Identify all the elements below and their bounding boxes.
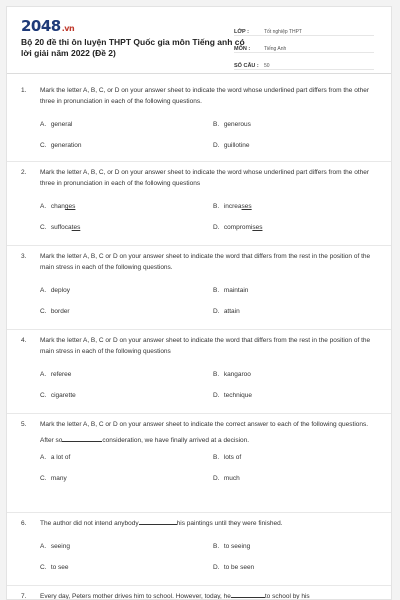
question-6: 6. The author did not intend anybody his paintings until they were finished. A. seeing B. to seeing C. to see D. to be seen: [21, 518, 379, 569]
divider: [7, 329, 391, 330]
meta-row-class: LỚP : Tốt nghiệp THPT: [234, 19, 374, 36]
option-c[interactable]: C. suffocates: [40, 224, 81, 231]
option-a[interactable]: A. changes: [40, 203, 76, 210]
option-c[interactable]: C. border: [40, 308, 70, 315]
option-a[interactable]: A. seeing: [40, 543, 70, 550]
divider: [7, 585, 391, 586]
question-sentence: After so consideration, we have finally arrived at a decision.: [40, 437, 250, 444]
option-b[interactable]: B. generous: [213, 121, 251, 128]
exam-page: [6, 6, 392, 600]
option-d[interactable]: D. compromises: [213, 224, 263, 231]
option-b[interactable]: B. maintain: [213, 287, 249, 294]
option-d[interactable]: D. to be seen: [213, 564, 255, 571]
question-text: The author did not intend anybody his paintings until they were finished.: [40, 520, 283, 527]
option-a[interactable]: A. deploy: [40, 287, 70, 294]
question-text: Mark the letter A, B, C or D on your answer sheet to indicate the word that differs from the rest in the position of the main stress in each of the following questions.: [40, 253, 371, 271]
question-text: Every day, Peters mother drives him to school. However, today, he to school by his: [40, 593, 310, 600]
option-b[interactable]: B. increases: [213, 203, 252, 210]
option-a[interactable]: A. referee: [40, 371, 72, 378]
question-text: Mark the letter A, B, C or D on your answer sheet to indicate the word that differs from the rest in the position of the main stress in each of the following questions: [40, 337, 371, 355]
meta-row-subject: MÔN : Tiếng Anh: [234, 36, 374, 53]
question-4: 4. Mark the letter A, B, C or D on your answer sheet to indicate the word that differs from the rest in the position of the main stress in each of the following questions A. referee B. kangaroo C. cigarette D. technique: [21, 335, 379, 397]
exam-title: Bộ 20 đề thi ôn luyện THPT Quốc gia môn Tiếng anh có lời giải năm 2022 (Đề 2): [21, 37, 245, 58]
option-c[interactable]: C. generation: [40, 142, 82, 149]
option-a[interactable]: A. general: [40, 121, 73, 128]
exam-meta: [234, 19, 374, 70]
option-d[interactable]: D. attain: [213, 308, 240, 315]
question-5: 5. Mark the letter A, B, C or D on your answer sheet to indicate the correct answer to each of the following questions. After so consideration, we have finally arrived at a decision. A. a lot of B. lots of C. many D. much: [21, 419, 379, 480]
question-7: 7. Every day, Peters mother drives him to school. However, today, he to school by his: [21, 591, 379, 600]
option-d[interactable]: D. technique: [213, 392, 253, 399]
option-c[interactable]: C. to see: [40, 564, 69, 571]
page-header: [7, 7, 391, 74]
option-a[interactable]: A. a lot of: [40, 454, 71, 461]
option-d[interactable]: D. much: [213, 475, 240, 482]
question-text: Mark the letter A, B, C, or D on your answer sheet to indicate the word whose underlined part differs from the other three in pronunciation in each of the following questions: [40, 169, 370, 187]
options: [40, 189, 379, 229]
question-1: 1. Mark the letter A, B, C, or D on your answer sheet to indicate the word whose underlined part differs from the other three in pronunciation in each of the following questions. A. general B. generous C. generation D. guillotine: [21, 85, 379, 147]
options: [40, 107, 379, 147]
options: [40, 440, 379, 480]
option-c[interactable]: C. many: [40, 475, 67, 482]
site-logo[interactable]: 2048.vn: [21, 17, 75, 35]
question-text: Mark the letter A, B, C, or D on your answer sheet to indicate the word whose underlined part differs from the other three in pronunciation in each of the following questions.: [40, 87, 370, 105]
divider: [7, 413, 391, 414]
divider: [7, 245, 391, 246]
divider: [7, 161, 391, 162]
option-c[interactable]: C. cigarette: [40, 392, 76, 399]
option-d[interactable]: D. guillotine: [213, 142, 250, 149]
question-3: 3. Mark the letter A, B, C or D on your answer sheet to indicate the word that differs from the rest in the position of the main stress in each of the following questions. A. deploy B. maintain C. border D. attain: [21, 251, 379, 313]
answer-blank: [231, 591, 265, 598]
question-text: Mark the letter A, B, C or D on your answer sheet to indicate the correct answer to each of the following questions.: [40, 421, 369, 428]
divider: [7, 512, 391, 513]
meta-row-question-count: SỐ CÂU : 50: [234, 53, 374, 70]
option-b[interactable]: B. kangaroo: [213, 371, 251, 378]
options: [40, 529, 379, 569]
question-2: 2. Mark the letter A, B, C, or D on your answer sheet to indicate the word whose underlined part differs from the other three in pronunciation in each of the following questions A. changes B. increases C. suffocates D. compromises: [21, 167, 379, 229]
option-b[interactable]: B. lots of: [213, 454, 242, 461]
options: [40, 273, 379, 313]
option-b[interactable]: B. to seeing: [213, 543, 251, 550]
answer-blank: [139, 518, 177, 525]
options: [40, 357, 379, 397]
